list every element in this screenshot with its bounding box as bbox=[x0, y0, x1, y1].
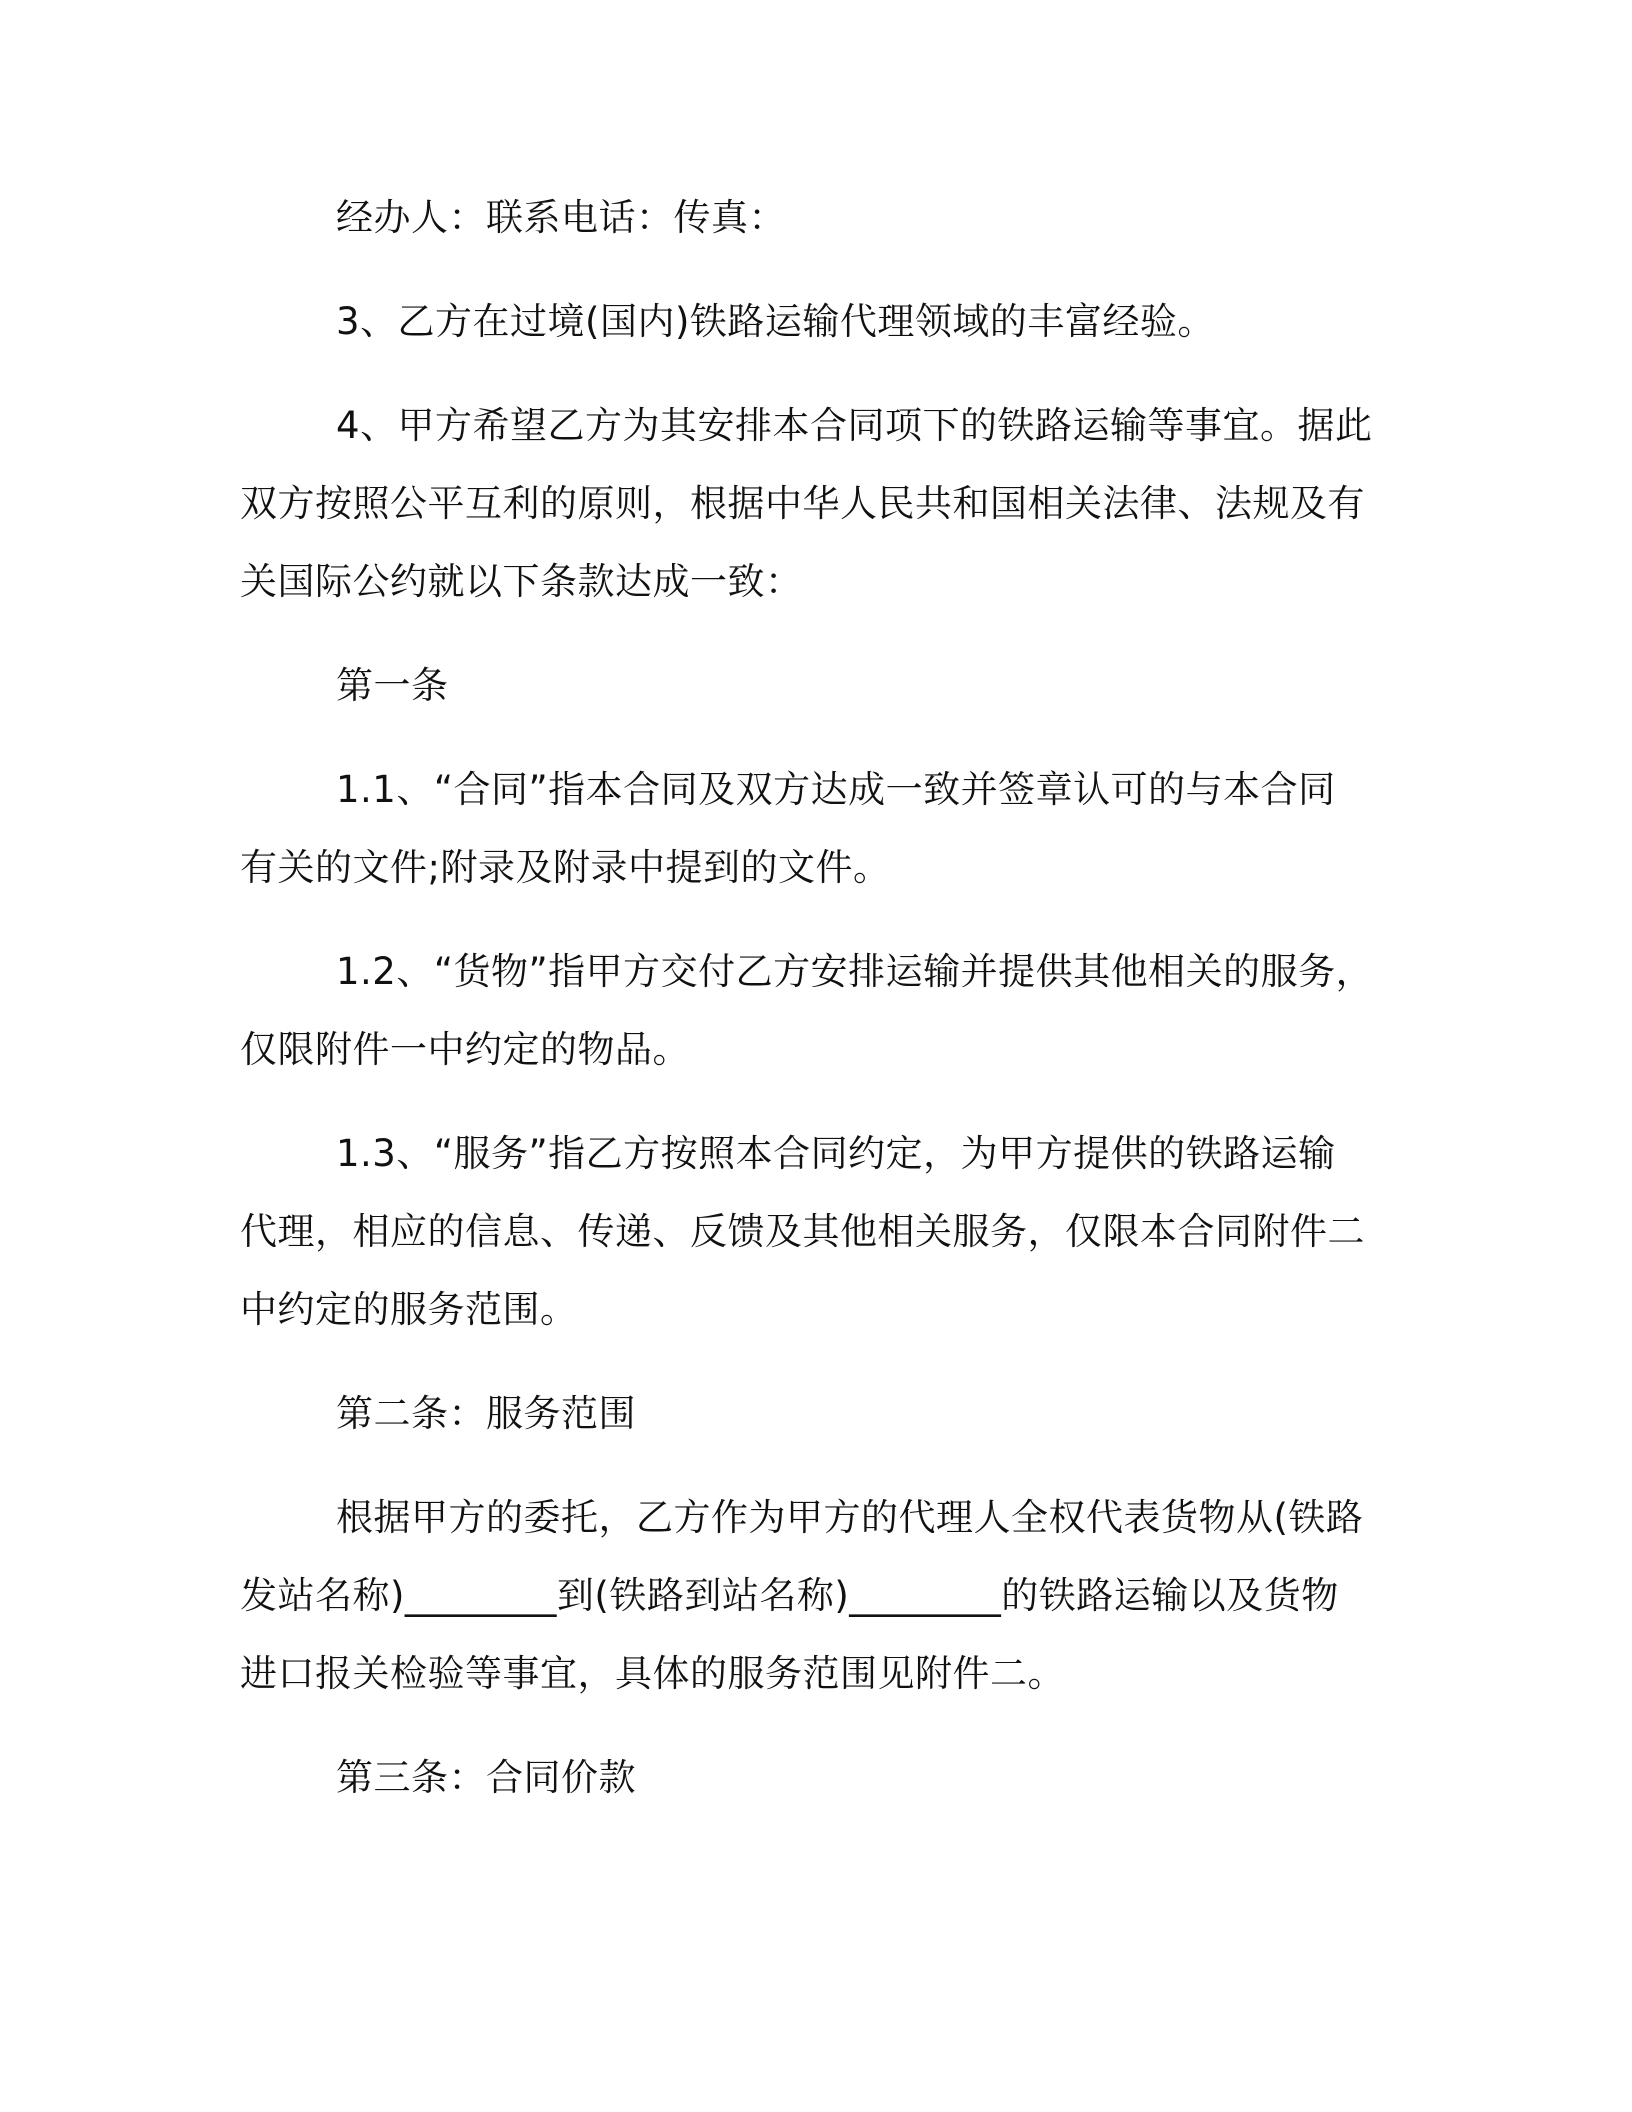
clause-4-line-3: 关国际公约就以下条款达成一致： bbox=[240, 560, 803, 603]
article-2-heading: 第二条：服务范围 bbox=[336, 1392, 636, 1435]
service-scope-line-1: 根据甲方的委托，乙方作为甲方的代理人全权代表货物从(铁路 bbox=[336, 1496, 1364, 1539]
clause-3-text: 3、乙方在过境(国内)铁路运输代理领域的丰富经验。 bbox=[336, 300, 1215, 343]
definition-1-2-line-1: 1.2、“货物”指甲方交付乙方安排运输并提供其他相关的服务， bbox=[336, 950, 1374, 993]
article-1-heading: 第一条 bbox=[336, 664, 449, 707]
article-3-heading: 第三条：合同价款 bbox=[336, 1756, 636, 1799]
service-scope-line-2: 发站名称)________到(铁路到站名称)________的铁路运输以及货物 bbox=[240, 1574, 1339, 1617]
definition-1-3-line-3: 中约定的服务范围。 bbox=[240, 1288, 578, 1331]
definition-1-2-line-2: 仅限附件一中约定的物品。 bbox=[240, 1028, 690, 1071]
clause-4-line-2: 双方按照公平互利的原则，根据中华人民共和国相关法律、法规及有 bbox=[240, 482, 1365, 525]
service-scope-line-3: 进口报关检验等事宜，具体的服务范围见附件二。 bbox=[240, 1652, 1065, 1695]
contact-line: 经办人：联系电话：传真： bbox=[336, 196, 786, 239]
definition-1-3-line-1: 1.3、“服务”指乙方按照本合同约定，为甲方提供的铁路运输 bbox=[336, 1132, 1336, 1175]
definition-1-1-line-1: 1.1、“合同”指本合同及双方达成一致并签章认可的与本合同 bbox=[336, 768, 1336, 811]
definition-1-3-line-2: 代理，相应的信息、传递、反馈及其他相关服务，仅限本合同附件二 bbox=[240, 1210, 1365, 1253]
definition-1-1-line-2: 有关的文件;附录及附录中提到的文件。 bbox=[240, 846, 891, 889]
clause-4-line-1: 4、甲方希望乙方为其安排本合同项下的铁路运输等事宜。据此 bbox=[336, 404, 1373, 447]
